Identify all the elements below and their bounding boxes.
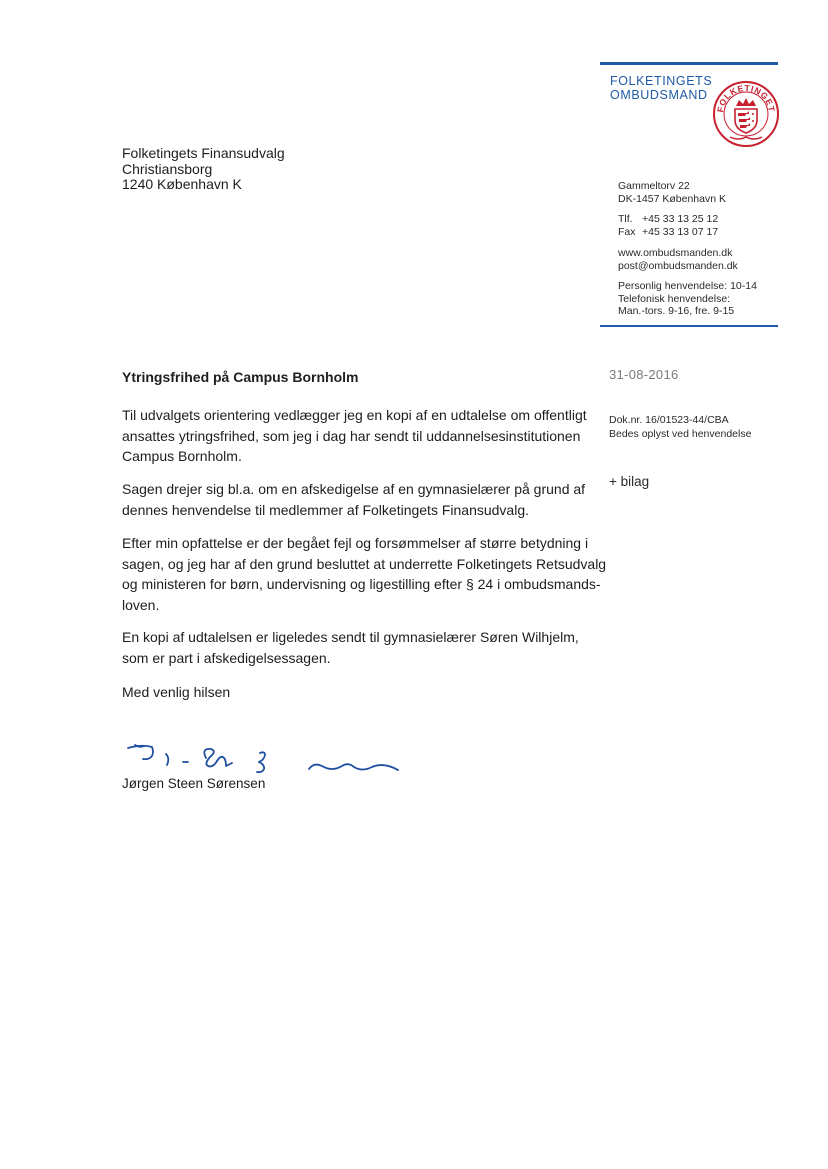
- paragraph-4: [122, 627, 592, 668]
- fax-number: +45 33 13 07 17: [642, 225, 719, 238]
- sender-website: www.ombudsmanden.dk: [618, 247, 733, 259]
- paragraph-line: ansattes ytringsfrihed, som jeg i dag har sendt til uddannelsesinstitutionen: [122, 427, 581, 444]
- closing-text: Med venlig hilsen: [122, 684, 231, 700]
- sender-online-block: [618, 247, 738, 272]
- letter-subject: Ytringsfrihed på Campus Bornholm: [122, 369, 359, 385]
- sender-street: Gammeltorv 22: [618, 180, 690, 192]
- fax-label: Fax: [618, 225, 636, 238]
- hours-personal: Personlig henvendelse: 10-14: [618, 280, 757, 292]
- paragraph-line: Campus Bornholm.: [122, 448, 242, 464]
- sender-fax-row: [618, 226, 718, 239]
- closing-line: [122, 682, 592, 703]
- paragraph-line: og ministeren for børn, undervisning og ligestilling efter § 24 i ombudsmands-: [122, 576, 601, 592]
- sender-city: DK-1457 København K: [618, 192, 726, 205]
- sender-phone-block: [618, 213, 718, 238]
- paragraph-3: [122, 533, 607, 615]
- paragraph-line: sagen, og jeg har af den grund besluttet at underrette Folketingets Retsudvalg: [122, 555, 607, 572]
- letter-date: 31-08-2016: [609, 367, 679, 382]
- document-number: Dok.nr. 16/01523-44/CBA: [609, 414, 729, 426]
- hours-phone: Man.-tors. 9-16, fre. 9-15: [618, 305, 735, 317]
- recipient-line3: 1240 København K: [122, 176, 242, 192]
- phone-label: Tlf.: [618, 213, 633, 225]
- signer-name: Jørgen Steen Sørensen: [122, 776, 266, 791]
- recipient-address: [122, 146, 285, 193]
- document-reference: [609, 413, 751, 441]
- recipient-line2: Christiansborg: [122, 160, 213, 177]
- sender-address: [618, 180, 726, 205]
- sender-hours-block: [618, 280, 757, 318]
- paragraph-line: som er part i afskedigelsessagen.: [122, 649, 331, 666]
- paragraph-line: loven.: [122, 596, 160, 613]
- phone-number: +45 33 13 25 12: [642, 213, 719, 225]
- paragraph-line: Efter min opfattelse er der begået fejl og forsømmelser af større betydning i: [122, 535, 589, 551]
- sender-email: post@ombudsmanden.dk: [618, 259, 738, 272]
- enclosure-note: + bilag: [609, 474, 650, 489]
- letterhead-top-rule: [600, 62, 778, 65]
- recipient-line1: Folketingets Finansudvalg: [122, 145, 285, 161]
- letterhead-bottom-rule: [600, 325, 778, 327]
- org-name: [610, 74, 712, 102]
- org-name-line1: FOLKETINGETS: [610, 74, 713, 88]
- org-name-line2: OMBUDSMAND: [610, 88, 708, 102]
- sender-phone-row: [618, 213, 718, 226]
- document-note: Bedes oplyst ved henvendelse: [609, 428, 752, 440]
- paragraph-line: Sagen drejer sig bl.a. om en afskedigelse af en gymnasielærer på grund af: [122, 481, 586, 497]
- seal-text: FOLKETINGET: [714, 82, 778, 113]
- paragraph-line: En kopi af udtalelsen er ligeledes sendt til gymnasielærer Søren Wilhjelm,: [122, 629, 579, 645]
- paragraph-line: dennes henvendelse til medlemmer af Folketingets Finansudvalg.: [122, 501, 530, 518]
- paragraph-line: Til udvalgets orientering vedlægger jeg en kopi af en udtalelse om offentligt: [122, 407, 587, 423]
- paragraph-1: [122, 405, 592, 467]
- paragraph-2: [122, 479, 592, 520]
- handwritten-signature: [122, 742, 404, 778]
- ombudsman-seal-logo: [712, 80, 780, 148]
- hours-phone-label: Telefonisk henvendelse:: [618, 292, 731, 305]
